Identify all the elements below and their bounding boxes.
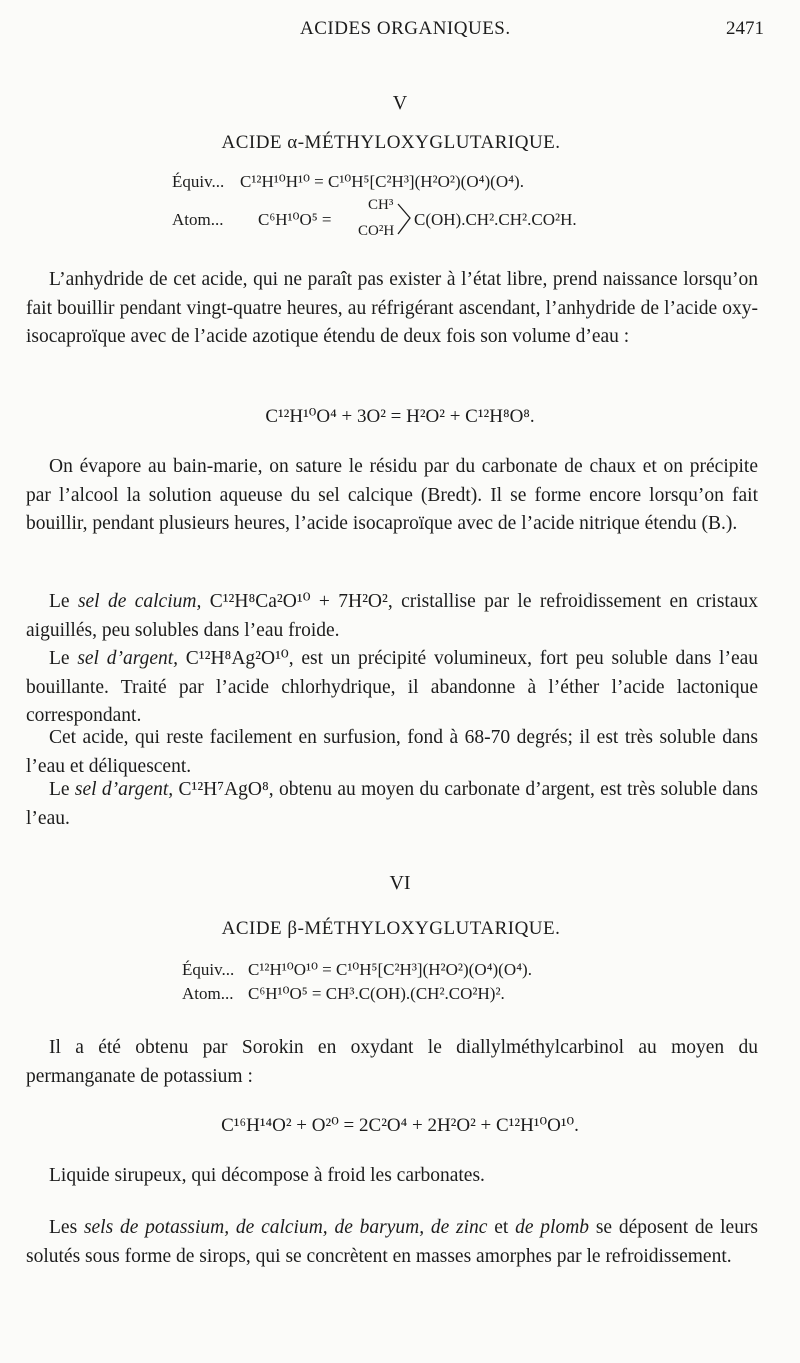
text-run: se déposent de leurs solutés sous forme de sirops, qui se concrètent en masses amorphes par le refroidissement. [26,1217,759,1267]
text-run: C¹²H⁸Ca²O¹⁰ + 7H²O², cristallise par le refroidissement en cristaux aiguillés, peu solubles dans l’eau froide. [26,591,758,641]
text-run: Le [49,779,75,800]
text-run: et [487,1217,516,1238]
text-run: C¹²H⁷AgO⁸, obtenu au moyen du carbonate d’argent, est très soluble dans l’eau. [26,779,758,829]
italic-term: de plomb [515,1217,590,1238]
section-v-paragraph-2: On évapore au bain-marie, on sature le résidu par du carbonate de chaux et on précipite par l’alcool la solution aqueuse du sel calcique (Bredt). Il se forme encore lorsqu’on fait bouillir, pendant plusieurs heures, l’acide isocaproïque avec de l’acide nitrique étendu (B.). [26,456,758,534]
atom-chain: C(OH).CH².CH².CO²H. [414,210,577,229]
section-vi-title: ACIDE β-MÉTHYLOXYGLUTARIQUE. [221,918,561,939]
section-v-numeral: V [392,92,408,114]
italic-term: sel d’argent, [74,779,174,800]
atom-upper-branch: CH³ [368,197,394,213]
section-vi-paragraph-2: Liquide sirupeux, qui décompose à froid les carbonates. [49,1165,485,1186]
italic-term: sel d’argent, [77,648,179,669]
italic-term: sels de potassium, de calcium, de baryum, de zinc [83,1217,488,1238]
running-title: ACIDES ORGANIQUES. [300,18,511,39]
atom-formula: C⁶H¹⁰O⁵ = CH³.C(OH).(CH².CO²H)². [248,984,505,1003]
page-header [0,14,800,44]
equiv-label: Équiv... [172,172,225,191]
section-v-paragraph-3 [26,588,758,645]
atom-label: Atom... [182,984,234,1003]
text-run: Les [49,1217,84,1238]
section-v-equation: C¹²H¹⁰O⁴ + 3O² = H²O² + C¹²H⁸O⁸. [265,406,535,427]
section-vi-equation: C¹⁶H¹⁴O² + O²⁰ = 2C²O⁴ + 2H²O² + C¹²H¹⁰O¹⁰. [221,1115,579,1136]
atom-label: Atom... [172,210,224,229]
section-v-paragraph-6 [26,776,758,833]
section-v-paragraph-4 [26,645,758,731]
atom-formula: C⁶H¹⁰O⁵ = [258,210,332,229]
section-vi-paragraph-3 [26,1214,758,1271]
section-v-equiv-line [172,172,524,192]
text-run: C¹²H⁸Ag²O¹⁰, est un précipité volumineux, fort peu soluble dans l’eau bouillante. Traité par l’acide chlorhydrique, il abandonne à l’éther l’acide lactonique correspondant. [26,648,758,726]
section-v-atom-line [172,197,672,246]
section-v-paragraph-5: Cet acide, qui reste facilement en surfusion, fond à 68-70 degrés; il est très soluble dans l’eau et déliquescent. [26,727,758,777]
section-v-paragraph-1: L’anhydride de cet acide, qui ne paraît pas exister à l’état libre, prend naissance lorsqu’on fait bouillir pendant vingt-quatre heures, au réfrigérant ascendant, l’anhydride de l’acide oxy-isocaproïque avec de l’acide azotique étendu de deux fois son volume d’eau : [26,269,758,347]
equiv-formula: C¹²H¹⁰O¹⁰ = C¹⁰H⁵[C²H³](H²O²)(O⁴)(O⁴). [248,960,532,979]
section-vi-numeral: VI [389,872,411,894]
atom-lower-branch: CO²H [358,223,395,239]
equiv-formula: C¹²H¹⁰H¹⁰ = C¹⁰H⁵[C²H³](H²O²)(O⁴)(O⁴). [240,172,524,191]
equiv-label: Équiv... [182,960,235,979]
section-vi-equiv-line [182,960,532,980]
section-vi-atom-line [182,984,505,1004]
section-v-title: ACIDE α-MÉTHYLOXYGLUTARIQUE. [221,132,561,153]
text-run: Le [49,648,78,669]
branch-bracket-icon [396,200,414,240]
italic-term: sel de calcium, [77,591,202,612]
section-vi-paragraph-1: Il a été obtenu par Sorokin en oxydant le diallylméthylcarbinol au moyen du permanganate de potassium : [26,1037,758,1087]
page-number: 2471 [726,18,764,39]
text-run: Le [49,591,78,612]
